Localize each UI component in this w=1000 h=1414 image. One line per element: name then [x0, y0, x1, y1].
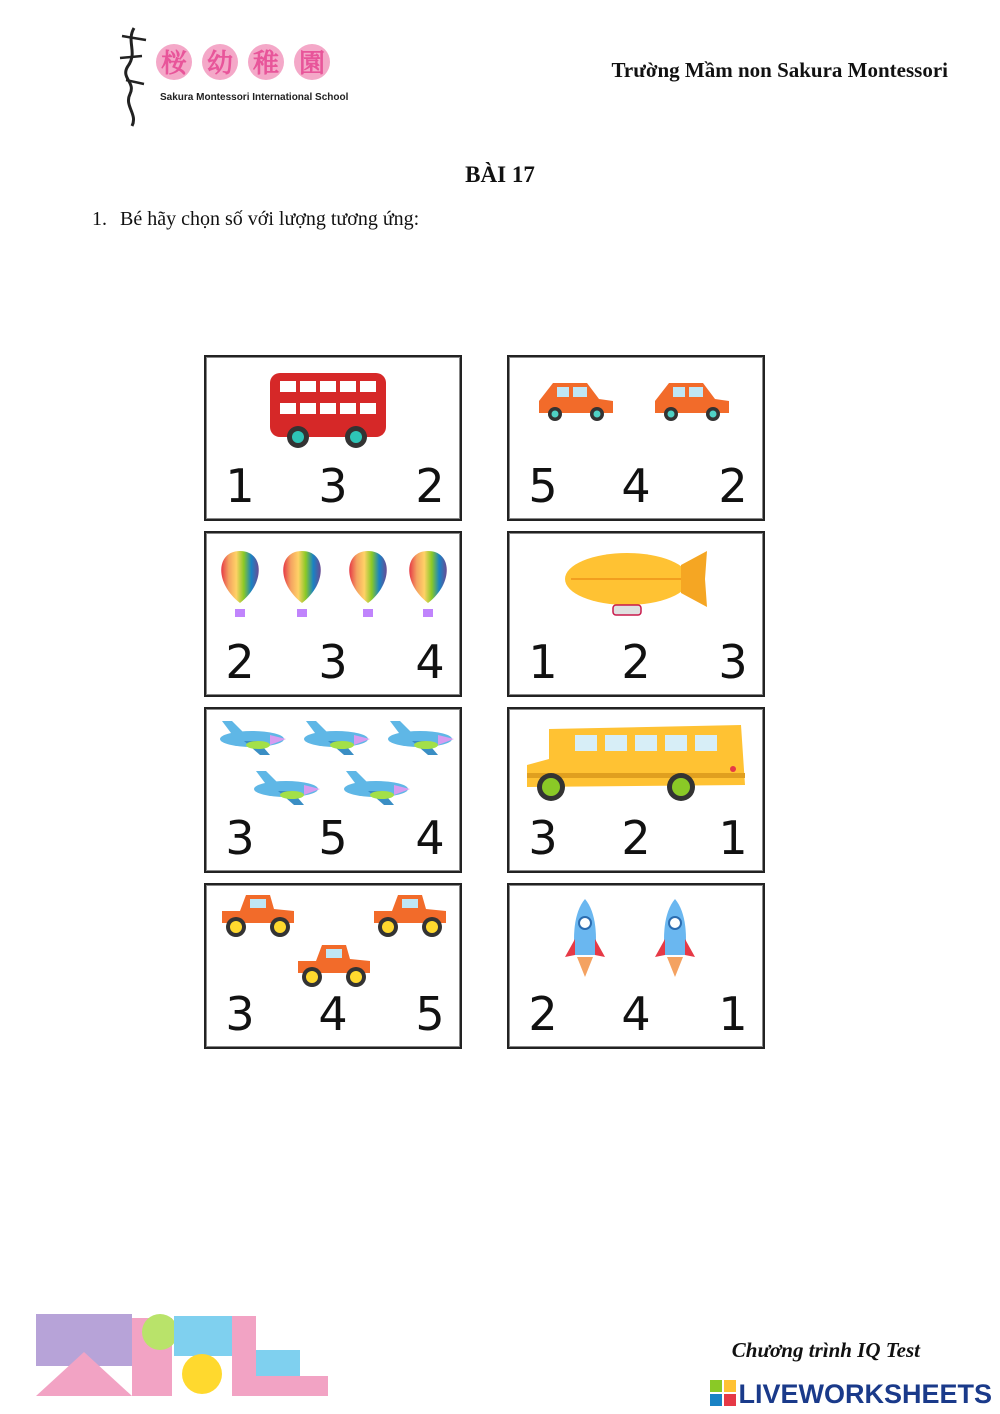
program-label: Chương trình IQ Test	[731, 1338, 920, 1362]
airplane-icon	[254, 771, 320, 805]
card-balloons	[204, 531, 462, 697]
number-options	[206, 811, 460, 865]
truck-icon	[298, 945, 370, 987]
school-logo	[112, 22, 362, 132]
balloon-icon	[221, 551, 259, 617]
number-options	[206, 987, 460, 1041]
card-orange-cars	[507, 355, 765, 521]
balloon-icon	[349, 551, 387, 617]
option-3[interactable]: 2	[415, 459, 445, 513]
logo-char-3: 稚	[252, 49, 280, 79]
option-3[interactable]: 4	[415, 811, 445, 865]
option-1[interactable]: 3	[225, 811, 255, 865]
car-icon	[655, 383, 729, 421]
question-line	[92, 208, 419, 231]
number-options	[509, 635, 763, 689]
trucks-icon	[206, 885, 460, 995]
option-1[interactable]: 3	[225, 987, 255, 1041]
option-2[interactable]: 2	[621, 635, 651, 689]
balloon-icon	[283, 551, 321, 617]
option-2[interactable]: 3	[318, 459, 348, 513]
option-3[interactable]: 3	[718, 635, 748, 689]
truck-icon	[222, 895, 294, 937]
option-3[interactable]: 1	[718, 987, 748, 1041]
brand-text: LIVEWORKSHEETS	[738, 1378, 992, 1409]
option-3[interactable]: 1	[718, 811, 748, 865]
option-1[interactable]: 1	[528, 635, 558, 689]
rockets-icon	[509, 885, 763, 995]
balloons-icon	[206, 533, 460, 643]
card-red-bus	[204, 355, 462, 521]
airplane-icon	[220, 721, 286, 755]
card-airplanes	[204, 707, 462, 873]
airplanes-icon	[206, 709, 460, 819]
logo-char-4: 園	[298, 49, 326, 79]
option-2[interactable]: 2	[621, 811, 651, 865]
worksheet-title: BÀI 17	[465, 162, 535, 187]
car-icon	[539, 383, 613, 421]
option-3[interactable]: 2	[718, 459, 748, 513]
number-options	[509, 811, 763, 865]
option-2[interactable]: 4	[621, 459, 651, 513]
card-trucks	[204, 883, 462, 1049]
option-2[interactable]: 4	[621, 987, 651, 1041]
option-3[interactable]: 5	[415, 987, 445, 1041]
rocket-icon	[565, 899, 605, 977]
number-options	[509, 987, 763, 1041]
option-1[interactable]: 1	[225, 459, 255, 513]
airplane-icon	[304, 721, 370, 755]
logo-char-1: 桜	[160, 49, 188, 79]
liveworksheets-brand	[710, 1378, 992, 1410]
option-1[interactable]: 3	[528, 811, 558, 865]
airplane-icon	[388, 721, 454, 755]
decorative-shapes	[36, 1312, 328, 1396]
airplane-icon	[344, 771, 410, 805]
orange-cars-icon	[509, 357, 763, 467]
liveworksheets-logo-icon	[710, 1380, 738, 1408]
school-bus-icon	[509, 709, 763, 819]
number-options	[206, 635, 460, 689]
card-school-bus	[507, 707, 765, 873]
school-name: Trường Mầm non Sakura Montessori	[611, 58, 948, 82]
blimp-icon	[509, 533, 763, 643]
logo-subtitle: Sakura Montessori International School	[160, 92, 349, 103]
option-1[interactable]: 2	[225, 635, 255, 689]
sakura-logo-graphic	[112, 22, 362, 132]
option-2[interactable]: 3	[318, 635, 348, 689]
question-number: 1.	[92, 208, 107, 230]
truck-icon	[374, 895, 446, 937]
option-2[interactable]: 5	[318, 811, 348, 865]
logo-char-2: 幼	[206, 49, 234, 79]
option-1[interactable]: 5	[528, 459, 558, 513]
question-text: Bé hãy chọn số với lượng tương ứng:	[120, 208, 420, 230]
option-1[interactable]: 2	[528, 987, 558, 1041]
balloon-icon	[409, 551, 447, 617]
red-bus-icon	[206, 357, 460, 467]
number-options	[509, 459, 763, 513]
option-3[interactable]: 4	[415, 635, 445, 689]
option-2[interactable]: 4	[318, 987, 348, 1041]
number-options	[206, 459, 460, 513]
card-blimp	[507, 531, 765, 697]
card-rockets	[507, 883, 765, 1049]
rocket-icon	[655, 899, 695, 977]
